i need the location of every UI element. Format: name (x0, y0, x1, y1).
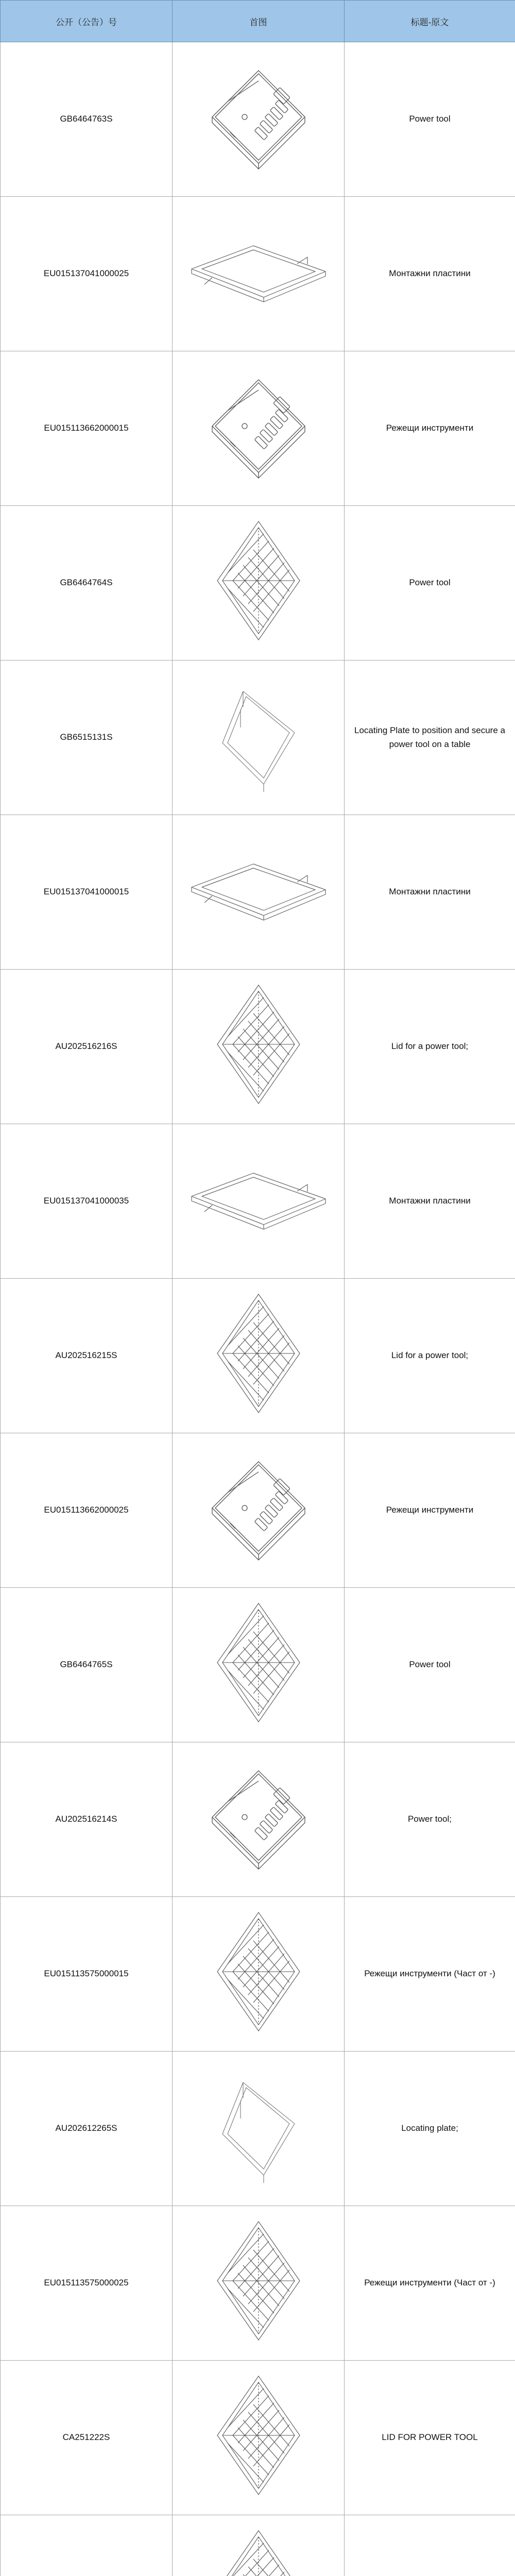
first-drawing-cell (173, 2052, 345, 2206)
first-drawing-cell (173, 197, 345, 351)
publication-number: GB6515131S (1, 660, 173, 815)
grille-lid-drawing-icon (207, 2520, 310, 2576)
grille-lid-drawing-icon (207, 1284, 310, 1423)
table-row (1, 2361, 515, 2515)
table-row (1, 970, 515, 1124)
original-title: Монтажни пластини (345, 815, 515, 970)
table-header (1, 1, 515, 42)
first-drawing-cell (173, 815, 345, 970)
table-row (1, 42, 515, 197)
publication-number: GB6464764S (1, 506, 173, 660)
original-title: Locating Plate to position and secure a power tool on a table (345, 660, 515, 815)
first-drawing-cell (173, 660, 345, 815)
publication-number (1, 2515, 173, 2576)
table-row (1, 2206, 515, 2361)
original-title: Power tool (345, 506, 515, 660)
original-title: Lid for a power tool; (345, 1279, 515, 1433)
publication-number: AU202516216S (1, 970, 173, 1124)
original-title: LID FOR POWER TOOL (345, 2361, 515, 2515)
table-row (1, 1742, 515, 1897)
first-drawing-cell (173, 970, 345, 1124)
first-drawing-cell (173, 2361, 345, 2515)
mounting-plate-drawing-icon (181, 838, 336, 941)
power-tool-drawing-icon (199, 1444, 318, 1572)
original-title: Режещи инструменти (345, 1433, 515, 1588)
first-drawing-cell (173, 2515, 345, 2576)
publication-number: EU015113662000015 (1, 351, 173, 506)
header-row (1, 1, 515, 42)
first-drawing-cell (173, 1742, 345, 1897)
locating-plate-drawing-icon (212, 2062, 305, 2191)
first-drawing-cell (173, 506, 345, 660)
locating-plate-drawing-icon (212, 671, 305, 800)
column-header-image: 首图 (173, 1, 345, 42)
publication-number: AU202516214S (1, 1742, 173, 1897)
publication-number: AU202612265S (1, 2052, 173, 2206)
original-title: Режещи инструменти (345, 351, 515, 506)
original-title: Power tool; (345, 1742, 515, 1897)
original-title: Power tool (345, 42, 515, 197)
original-title: Power tool (345, 1588, 515, 1742)
grille-lid-drawing-icon (207, 1902, 310, 2041)
publication-number: EU015113575000015 (1, 1897, 173, 2052)
first-drawing-cell (173, 1897, 345, 2052)
column-header-title: 标题-原文 (345, 1, 515, 42)
publication-number: AU202516215S (1, 1279, 173, 1433)
original-title: Монтажни пластини (345, 197, 515, 351)
publication-number: EU015137041000015 (1, 815, 173, 970)
table-row (1, 1588, 515, 1742)
table-row (1, 2515, 515, 2576)
publication-number: EU015113575000025 (1, 2206, 173, 2361)
power-tool-drawing-icon (199, 1753, 318, 1882)
original-title: Режещи инструменти (Част от -) (345, 1897, 515, 2052)
original-title (345, 2515, 515, 2576)
grille-lid-drawing-icon (207, 2366, 310, 2505)
table-row (1, 197, 515, 351)
power-tool-drawing-icon (199, 53, 318, 181)
publication-number: GB6464763S (1, 42, 173, 197)
original-title: Монтажни пластини (345, 1124, 515, 1279)
table-row (1, 815, 515, 970)
mounting-plate-drawing-icon (181, 220, 336, 323)
first-drawing-cell (173, 2206, 345, 2361)
table-row (1, 1279, 515, 1433)
publication-number: GB6464765S (1, 1588, 173, 1742)
first-drawing-cell (173, 1124, 345, 1279)
publication-number: EU015137041000025 (1, 197, 173, 351)
publication-number: CA251222S (1, 2361, 173, 2515)
table-body (1, 42, 515, 2576)
table-row (1, 2052, 515, 2206)
first-drawing-cell (173, 1279, 345, 1433)
publication-number: EU015113662000025 (1, 1433, 173, 1588)
grille-lid-drawing-icon (207, 975, 310, 1114)
column-header-number: 公开（公告）号 (1, 1, 173, 42)
original-title: Lid for a power tool; (345, 970, 515, 1124)
mounting-plate-drawing-icon (181, 1147, 336, 1250)
grille-lid-drawing-icon (207, 1593, 310, 1732)
table-row (1, 351, 515, 506)
table-row (1, 506, 515, 660)
power-tool-drawing-icon (199, 362, 318, 490)
first-drawing-cell (173, 1433, 345, 1588)
publication-number: EU015137041000035 (1, 1124, 173, 1279)
first-drawing-cell (173, 351, 345, 506)
table-row (1, 660, 515, 815)
original-title: Режещи инструменти (Част от -) (345, 2206, 515, 2361)
grille-lid-drawing-icon (207, 2211, 310, 2350)
first-drawing-cell (173, 42, 345, 197)
grille-lid-drawing-icon (207, 511, 310, 650)
table-row (1, 1433, 515, 1588)
original-title: Locating plate; (345, 2052, 515, 2206)
table-row (1, 1124, 515, 1279)
first-drawing-cell (173, 1588, 345, 1742)
table-row (1, 1897, 515, 2052)
